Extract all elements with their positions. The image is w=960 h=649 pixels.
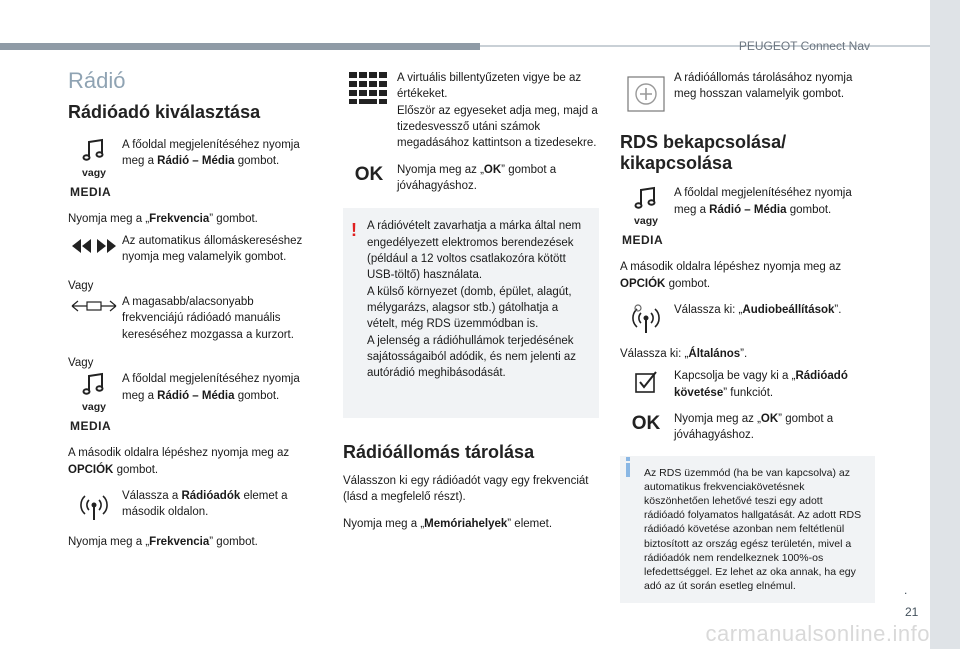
step-text: Nyomja meg az „OK” gombot a jóváhagyáshoz. xyxy=(674,413,834,442)
header-bar xyxy=(0,43,480,50)
music-note-icon xyxy=(81,371,107,397)
ok-icon: OK xyxy=(354,163,384,185)
step-store xyxy=(620,70,875,112)
media-icon-group xyxy=(68,137,120,179)
step-text: Válassza a Rádióadók elemet a második oldalon. xyxy=(122,489,288,519)
keyboard-grid-icon xyxy=(349,72,389,104)
info-box xyxy=(620,456,875,604)
column-3 xyxy=(620,70,875,603)
ok-icon: OK xyxy=(631,413,661,435)
paragraph: A második oldalra lépéshez nyomja meg az OPCIÓK gombot. xyxy=(620,261,842,290)
checkbox-icon xyxy=(634,370,658,394)
column-2 xyxy=(343,70,599,532)
warning-text: A rádióvételt zavarhatja a márka által nem engedélyezett elektromos berendezések (például a 12 voltos csatlakozóra kötött USB-töltő) használata. A külső környezet (domb, épület, alagút, mélygarázs, alagsor stb.) gátolhatja a vételt, még RDS üzemmódban is. A jelenség a rádióhullámok terjedésének sajátosságaiból adódik, és nem jelenti az autórádió meghibásodását. xyxy=(367,220,582,380)
step-media-3 xyxy=(620,185,875,227)
step-text: A rádióállomás tárolásához nyomja meg hosszan valamelyik gombot. xyxy=(674,72,853,101)
or-label: vagy xyxy=(82,401,106,414)
step-follow xyxy=(620,368,875,401)
paragraph: Nyomja meg a „Frekvencia” gombot. xyxy=(68,212,258,225)
step-ok xyxy=(620,411,875,444)
or-paragraph: Vagy xyxy=(68,356,94,369)
or-label: vagy xyxy=(634,215,658,228)
page-marker: . xyxy=(904,583,908,597)
warning-icon: ! xyxy=(351,220,357,241)
step-text: A főoldal megjelenítéséhez nyomja meg a Rádió – Média gombot. xyxy=(674,187,852,216)
paragraph: Nyomja meg a „Memóriahelyek” elemet. xyxy=(343,517,553,530)
heading-station-store: Rádióállomás tárolása xyxy=(343,442,535,463)
step-media-1 xyxy=(68,137,318,179)
step-stations xyxy=(68,488,318,522)
paragraph: Nyomja meg a „Frekvencia” gombot. xyxy=(68,535,258,548)
media-label: MEDIA xyxy=(70,184,112,199)
page-side-tab xyxy=(930,0,960,649)
radio-antenna-icon xyxy=(79,492,109,522)
brand-label: PEUGEOT Connect Nav xyxy=(738,39,870,53)
step-media-2 xyxy=(68,371,318,413)
step-text: Az automatikus állomáskereséshez nyomja meg valamelyik gombot. xyxy=(122,235,303,264)
or-paragraph: Vagy xyxy=(68,279,94,292)
step-cursor xyxy=(68,294,318,343)
heading-radio-select: Rádióadó kiválasztása xyxy=(68,102,261,122)
info-icon xyxy=(626,463,630,477)
step-text: A főoldal megjelenítéséhez nyomja meg a Rádió – Média gombot. xyxy=(122,138,300,168)
music-note-icon xyxy=(633,185,659,211)
paragraph: A második oldalra lépéshez nyomja meg az OPCIÓK gombot. xyxy=(68,447,290,476)
paragraph: Válasszon ki egy rádióadót vagy egy frekvenciát (lásd a megfelelő részt). xyxy=(343,474,589,504)
media-label: MEDIA xyxy=(70,419,112,434)
watermark: carmanualsonline.info xyxy=(705,621,930,646)
page-number: 21 xyxy=(905,605,919,619)
step-text: Nyomja meg az „OK” gombot a jóváhagyáshoz. xyxy=(397,163,557,192)
step-audio xyxy=(620,302,875,334)
step-text: A magasabb/alacsonyabb frekvenciájú rádióadó manuális kereséséhez mozgassa a kurzort. xyxy=(122,296,294,341)
seek-buttons-icon xyxy=(70,239,118,253)
step-text: A virtuális billentyűzeten vigye be az értékeket. Először az egyeseket adja meg, majd a tizedesvessző utáni számok megadásához kattintson a tizedesekre. xyxy=(397,72,598,150)
step-text: Kapcsolja be vagy ki a „Rádióadó követése” funkciót. xyxy=(674,370,848,399)
music-note-icon xyxy=(81,137,107,163)
warning-box xyxy=(343,208,599,418)
step-text: A főoldal megjelenítéséhez nyomja meg a Rádió – Média gombot. xyxy=(122,373,300,402)
heading-rds: RDS bekapcsolása/ kikapcsolása xyxy=(620,132,787,173)
paragraph: Válassza ki: „Általános”. xyxy=(620,348,748,361)
step-ok xyxy=(343,162,599,195)
frequency-slider-icon xyxy=(70,300,118,312)
step-seek xyxy=(68,233,318,266)
column-1 xyxy=(68,60,318,550)
step-keyboard xyxy=(343,70,599,152)
media-label: MEDIA xyxy=(622,233,664,248)
info-text: Az RDS üzemmód (ha be van kapcsolva) az automatikus frekvenciakövetésnek köszönhetően lehetővé teszi egy adott rádióadó folyamatos hallgatását. Az adott RDS rádióadó követése azonban nem feltétlenül biztosított az ország egész területén, mivel a rádióadók nem rendelkeznek 100%-os lefedettséggel. Ez lehet az oka annak, ha egy adó az út során esetleg elnémul. xyxy=(644,466,862,593)
or-label: vagy xyxy=(82,166,106,179)
section-title: Rádió xyxy=(68,68,126,93)
add-preset-icon xyxy=(627,76,665,112)
step-text: Válassza ki: „Audiobeállítások”. xyxy=(674,304,842,317)
radio-settings-icon xyxy=(630,302,662,334)
